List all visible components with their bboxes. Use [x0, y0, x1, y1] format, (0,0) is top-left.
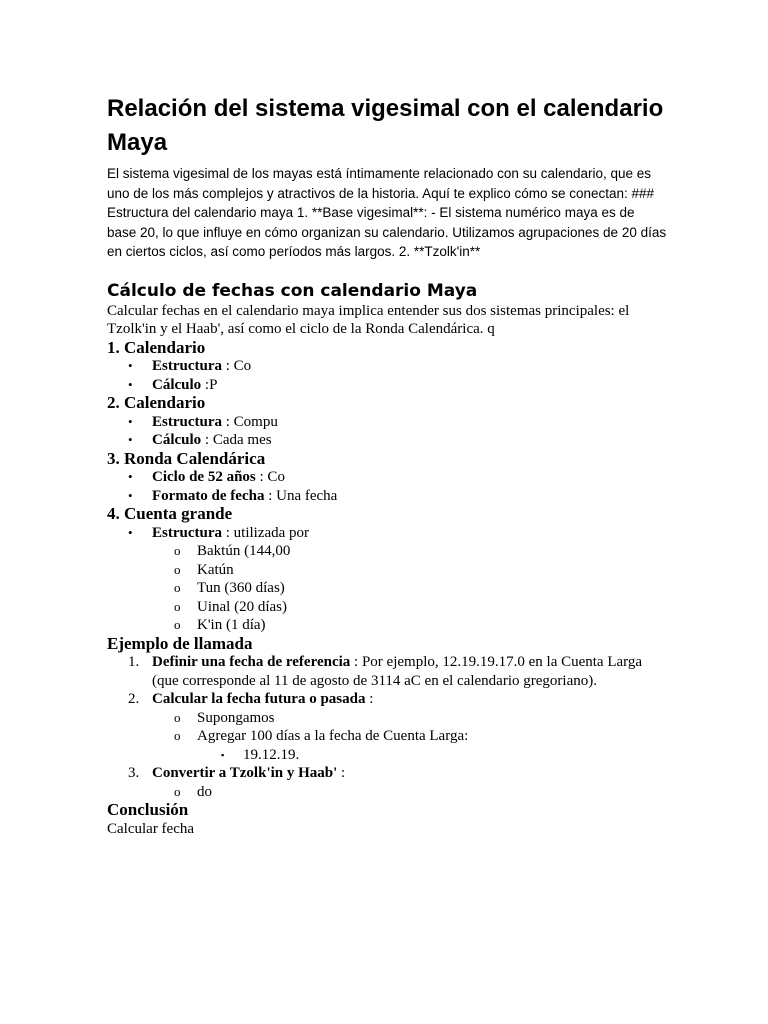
- circle-marker: o: [174, 728, 181, 743]
- list-item: [107, 376, 667, 395]
- sub-list-item: [107, 542, 667, 561]
- step-text: : Por ejemplo, 12.19.19.17.0 en la Cuenta Larga (que corresponde al 11 de agosto de 3114 aC en el calendario gregoriano).: [152, 654, 643, 689]
- item-text: :P: [201, 376, 218, 393]
- sub-list-item: [107, 727, 667, 746]
- step-item: [107, 764, 667, 783]
- item-text: : Co: [222, 358, 252, 374]
- bullet-marker: •: [128, 376, 133, 392]
- step-text: :: [365, 691, 374, 707]
- sub-item-text: Baktún (144,00: [197, 543, 291, 559]
- sub-item-text: Supongamos: [197, 709, 275, 726]
- calendar-1-heading: 1. Calendario: [107, 337, 206, 357]
- sub-list-item: [107, 579, 667, 598]
- sub-list-item: [107, 561, 667, 580]
- section-body: [107, 302, 667, 839]
- calendar-2-heading: 2. Calendario: [107, 393, 206, 412]
- example-heading: Ejemplo de llamada: [107, 633, 253, 653]
- sub-list-item: [107, 598, 667, 617]
- sub-item-text: K'in (1 día): [197, 617, 266, 633]
- circle-marker: o: [174, 580, 181, 595]
- step-text: :: [337, 765, 346, 781]
- list-item: [107, 524, 667, 543]
- sub-sub-list-item: [107, 746, 667, 765]
- sub-list-item: [107, 783, 667, 802]
- sub-item-text: Tun (360 días): [197, 580, 285, 596]
- step-number: 1.: [128, 654, 140, 670]
- step-number: 3.: [128, 765, 140, 781]
- calendar-round-list: [107, 468, 667, 505]
- list-item: [107, 468, 667, 487]
- item-text: : Compu: [222, 413, 278, 430]
- conclusion-text: Calcular fecha: [107, 820, 195, 837]
- section-intro: Calcular fechas en el calendario maya implica entender sus dos sistemas principales: el Tzolk'in y el Haab', así como el ciclo de la Ronda Calendárica. q: [107, 302, 630, 337]
- sub-item-text: Katún: [197, 561, 234, 578]
- long-count-heading: 4. Cuenta grande: [107, 504, 233, 523]
- step-label: Convertir a Tzolk'in y Haab': [152, 765, 338, 781]
- bullet-marker: •: [128, 487, 133, 503]
- sub-item-text: do: [197, 783, 212, 800]
- section-heading: Cálculo de fechas con calendario Maya: [107, 280, 478, 301]
- circle-marker: o: [174, 783, 181, 799]
- step-number: 2.: [128, 691, 140, 707]
- step-item: [107, 653, 667, 690]
- list-item: [107, 431, 667, 450]
- item-text: : Una fecha: [264, 487, 338, 504]
- circle-marker: o: [174, 617, 181, 632]
- item-label: Estructura: [152, 358, 222, 374]
- item-label: Estructura: [152, 524, 222, 541]
- sub-item-text: Agregar 100 días a la fecha de Cuenta Larga:: [197, 728, 469, 744]
- bullet-marker: •: [128, 524, 133, 540]
- sub-item-text: Uinal (20 días): [197, 598, 287, 615]
- item-label: Formato de fecha: [152, 487, 265, 504]
- sub-list-item: [107, 709, 667, 728]
- calendar-round-heading: 3. Ronda Calendárica: [107, 448, 266, 468]
- calendar-1-list: [107, 357, 667, 394]
- step-item: [107, 690, 667, 709]
- square-marker: ▪: [221, 749, 225, 760]
- list-item: [107, 413, 667, 432]
- list-item: [107, 357, 667, 376]
- bullet-marker: •: [128, 358, 133, 373]
- step-label: Definir una fecha de referencia: [152, 654, 351, 670]
- item-label: Ciclo de 52 años: [152, 469, 256, 485]
- list-item: [107, 487, 667, 506]
- long-count-list: [107, 524, 667, 635]
- conclusion-heading: Conclusión: [107, 800, 189, 819]
- circle-marker: o: [174, 598, 181, 614]
- item-text: : Cada mes: [201, 432, 272, 448]
- item-text: : Co: [255, 469, 285, 485]
- item-label: Cálculo: [152, 432, 202, 448]
- sub-sub-item-text: 19.12.19.: [243, 746, 300, 763]
- circle-marker: o: [174, 561, 181, 577]
- circle-marker: o: [174, 709, 181, 725]
- sub-list-item: [107, 616, 667, 635]
- intro-paragraph: El sistema vigesimal de los mayas está íntimamente relacionado con su calendario, que es uno de los más complejos y atractivos de la historia. Aquí te explico cómo se conectan: ### Estructura del calendario maya 1. **Base vigesimal**: - El sistema numérico maya es de base 20, lo que influye en cómo organizan su calendario. Utilizamos agrupaciones de 20 días en ciertos ciclos, así como períodos más largos. 2. **Tzolk'in**: [107, 166, 667, 259]
- step-label: Calcular la fecha futura o pasada: [152, 691, 366, 707]
- document-title: Relación del sistema vigesimal con el calendario Maya: [107, 95, 664, 156]
- item-label: Cálculo: [152, 376, 202, 393]
- item-text: : utilizada por: [222, 524, 310, 541]
- bullet-marker: •: [128, 413, 133, 429]
- example-steps: [107, 653, 667, 801]
- circle-marker: o: [174, 543, 181, 558]
- item-label: Estructura: [152, 413, 222, 430]
- bullet-marker: •: [128, 432, 133, 447]
- bullet-marker: •: [128, 469, 133, 484]
- document-content: [107, 92, 667, 838]
- calendar-2-list: [107, 413, 667, 450]
